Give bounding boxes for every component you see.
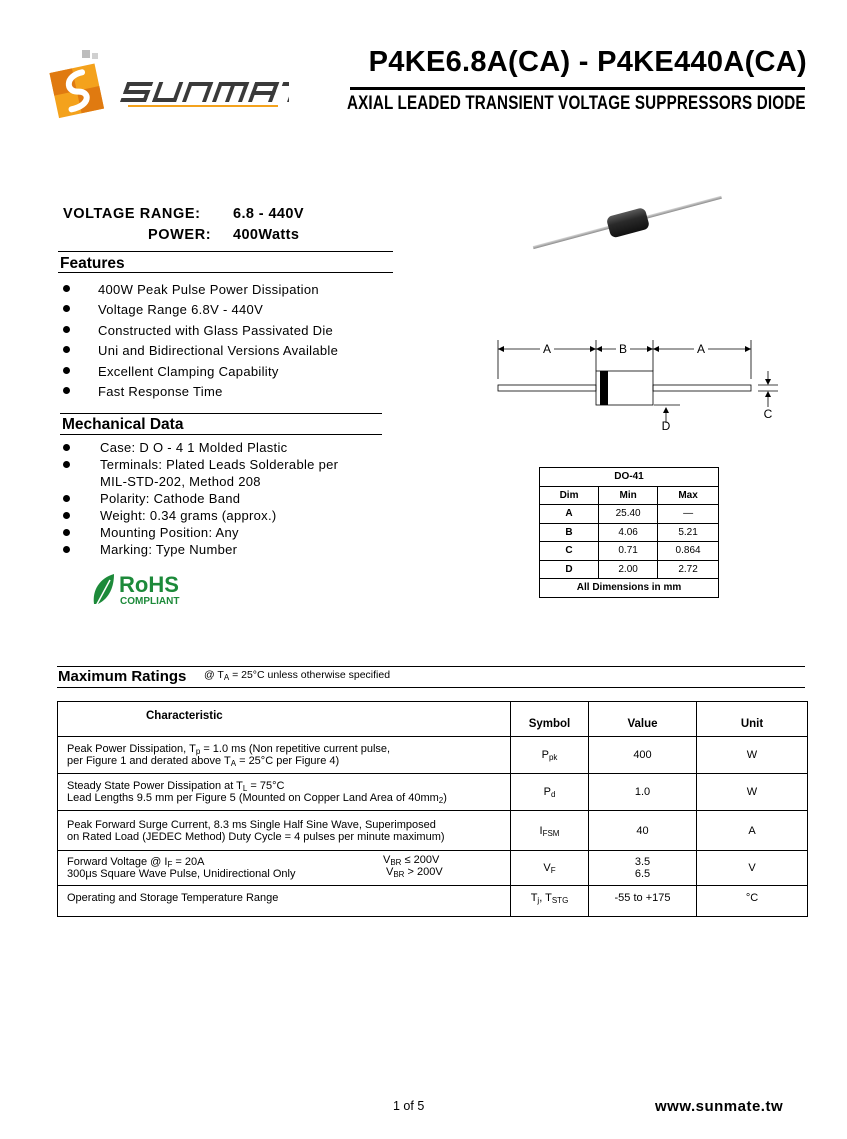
table-row (540, 579, 719, 598)
bullet-icon (63, 512, 70, 519)
features-heading: Features (60, 255, 125, 272)
table-cell: 2.00 (599, 560, 658, 579)
website-link[interactable]: www.sunmate.tw (655, 1098, 784, 1115)
list-item: Constructed with Glass Passivated Die (63, 323, 383, 343)
ratings-rule-top (57, 666, 805, 667)
dims-footer: All Dimensions in mm (540, 579, 719, 598)
max-ratings-title: Maximum Ratings (58, 668, 187, 685)
characteristic-cell: Steady State Power Dissipation at $T_L = 75^\circ C$ Lead Lengths 9.5 mm per Figure 5 (Mounted on Copper Land Area of $40mm_2$) (58, 774, 511, 811)
value-cell: 3.5 6.5 (589, 851, 697, 886)
symbol-cell: $P_d$ (511, 774, 589, 811)
dim-label-a-left: A (542, 342, 552, 356)
dims-header-min: Min (599, 486, 658, 505)
bullet-icon (63, 444, 70, 451)
ratings-rule-bottom (57, 687, 805, 688)
unit-cell: W (697, 737, 808, 774)
power-label: POWER: (148, 227, 212, 243)
value-cell: 1.0 (589, 774, 697, 811)
table-cell: 0.864 (658, 542, 719, 561)
dimensions-table (539, 467, 719, 598)
features-rule-top (58, 251, 393, 252)
header-value: Value (589, 702, 697, 737)
table-row (540, 486, 719, 505)
dim-label-d: D (661, 419, 671, 433)
voltage-range-value: 6.8 - 440V (233, 206, 304, 222)
list-item: Mounting Position: Any (63, 525, 383, 542)
value-cell: -55 to +175 (589, 886, 697, 917)
features-rule-bottom (58, 272, 393, 273)
bullet-icon (63, 387, 70, 394)
table-cell: 0.71 (599, 542, 658, 561)
diode-photo (530, 188, 725, 258)
dims-header-dim: Dim (540, 486, 599, 505)
list-item: Marking: Type Number (63, 542, 383, 559)
rohs-compliant-label: COMPLIANT (120, 596, 180, 607)
unit-cell: V (697, 851, 808, 886)
page-number: 1 of 5 (393, 1099, 425, 1113)
rohs-compliant-logo (90, 570, 200, 610)
symbol-cell: $V_F$ (511, 851, 589, 886)
document-title: P4KE6.8A(CA) - P4KE440A(CA) (368, 46, 807, 78)
list-item: Excellent Clamping Capability (63, 364, 383, 384)
sunmate-logo (44, 50, 289, 132)
table-cell: — (658, 505, 719, 524)
table-row (540, 468, 719, 487)
list-item: Polarity: Cathode Band (63, 491, 383, 508)
table-cell: 4.06 (599, 523, 658, 542)
mechanical-list (63, 440, 383, 559)
list-item: Terminals: Plated Leads Solderable per MIL-STD-202, Method 208 (63, 457, 383, 491)
table-cell: C (540, 542, 599, 561)
bullet-icon (63, 546, 70, 553)
dim-label-c: C (763, 407, 773, 421)
table-row (58, 851, 808, 886)
table-row (58, 702, 808, 737)
list-item: Fast Response Time (63, 384, 383, 404)
table-row (540, 542, 719, 561)
list-item: Voltage Range 6.8V - 440V (63, 302, 383, 322)
mechanical-rule-bottom (60, 434, 382, 435)
unit-cell: A (697, 811, 808, 851)
table-cell: 25.40 (599, 505, 658, 524)
symbol-cell: $P_{pk}$ (511, 737, 589, 774)
header-characteristic: Characteristic (58, 702, 511, 737)
condition-vbr-high: $V_{BR} > 200V$ (386, 866, 443, 879)
list-item: 400W Peak Pulse Power Dissipation (63, 282, 383, 302)
table-cell: A (540, 505, 599, 524)
dim-label-a-right: A (696, 342, 706, 356)
list-item: Case: D O - 4 1 Molded Plastic (63, 440, 383, 457)
mechanical-rule-top (60, 413, 382, 414)
dim-label-b: B (618, 342, 628, 356)
table-row (540, 560, 719, 579)
table-row (540, 523, 719, 542)
header-unit: Unit (697, 702, 808, 737)
bullet-icon (63, 285, 70, 292)
characteristic-cell: Peak Forward Surge Current, 8.3 ms Single Half Sine Wave, Superimposed on Rated Load (JEDEC Method) Duty Cycle = 4 pulses per minute maximum) (58, 811, 511, 851)
value-cell: 40 (589, 811, 697, 851)
table-row (58, 737, 808, 774)
bullet-icon (63, 529, 70, 536)
rohs-brand: RoHS (119, 572, 179, 597)
table-cell: D (540, 560, 599, 579)
bullet-icon (63, 326, 70, 333)
voltage-range-label: VOLTAGE RANGE: (63, 206, 201, 222)
power-value: 400Watts (233, 227, 300, 243)
dims-package-title: DO-41 (540, 468, 719, 487)
leaf-icon (94, 574, 114, 604)
bullet-icon (63, 495, 70, 502)
package-outline-diagram (490, 335, 790, 435)
bullet-icon (63, 367, 70, 374)
bullet-icon (63, 461, 70, 468)
symbol-cell: $I_{FSM}$ (511, 811, 589, 851)
value-cell: 400 (589, 737, 697, 774)
condition-vbr-low: $V_{BR} \le 200V$ (383, 854, 440, 867)
table-row (58, 774, 808, 811)
symbol-cell: $T_j$, $T_{STG}$ (511, 886, 589, 917)
list-item: Weight: 0.34 grams (approx.) (63, 508, 383, 525)
characteristic-cell: Peak Power Dissipation, $T_p = 1.0$ ms (Non repetitive current pulse, per Figure 1 and derated above $T_A = 25^\circ C$ per Figure 4) (58, 737, 511, 774)
document-subtitle: AXIAL LEADED TRANSIENT VOLTAGE SUPPRESSORS DIODE (347, 93, 806, 114)
mechanical-heading: Mechanical Data (62, 416, 184, 433)
list-item: Uni and Bidirectional Versions Available (63, 343, 383, 363)
features-list (63, 282, 383, 404)
characteristic-cell: Operating and Storage Temperature Range (58, 886, 511, 917)
max-ratings-table (57, 701, 808, 917)
table-cell: 5.21 (658, 523, 719, 542)
unit-cell: W (697, 774, 808, 811)
table-row (58, 886, 808, 917)
table-row (58, 811, 808, 851)
header-symbol: Symbol (511, 702, 589, 737)
table-cell: 2.72 (658, 560, 719, 579)
table-row (540, 505, 719, 524)
characteristic-cell: Forward Voltage @ $I_F = 20A$ 300μs Square Wave Pulse, Unidirectional Only $V_{BR} \le 200V$ $V_{BR} > 200V$ (58, 851, 511, 886)
dims-header-max: Max (658, 486, 719, 505)
bullet-icon (63, 346, 70, 353)
unit-cell: °C (697, 886, 808, 917)
bullet-icon (63, 305, 70, 312)
table-cell: B (540, 523, 599, 542)
title-rule (350, 87, 805, 90)
max-ratings-note: @ $T_A = 25^\circ C$ unless otherwise specified (204, 669, 391, 682)
